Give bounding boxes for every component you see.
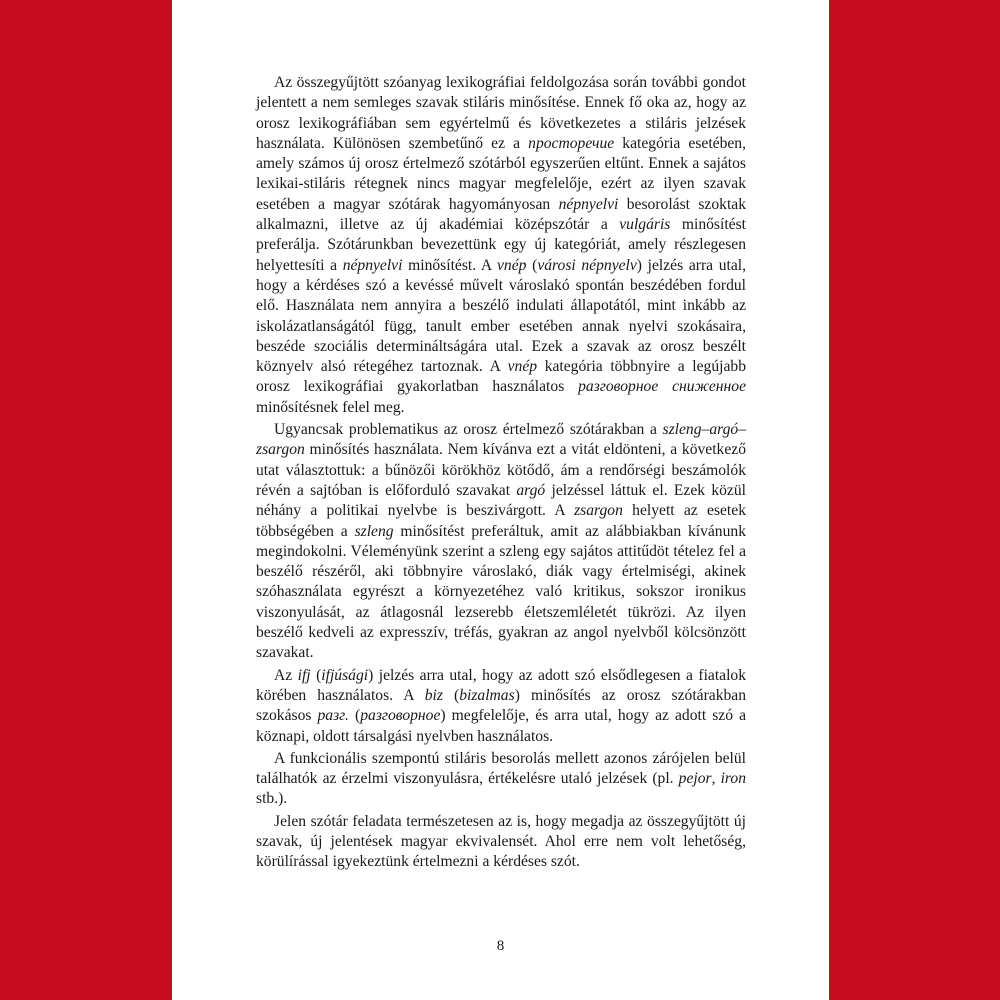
page-number: 8: [496, 938, 505, 954]
body-text: [256, 73, 746, 875]
paragraph-equivalents: Jelen szótár feladata természetesen az is, hogy megadja az összegyűjtött új szavak, új jelentések magyar ekvivalensét. Ahol erre nem volt lehetőség, körülírással igyekeztünk értelmezni a kérdéses szót.: [256, 812, 746, 871]
paragraph-slang-argot: Ugyancsak problematikus az orosz értelmező szótárakban a szleng–argó–zsargon minősítés használata. Nem kívánva ezt a vitát eldönteni, a következő utat választottuk: a bűnözői körökhöz kötődő, ám a rendőrségi beszámolók révén a sajtóban is előforduló szavakat argó jelzéssel láttuk el. Ezek közül néhány a politikai nyelvbe is beszivárgott. A zsargon helyett az esetek többségében a szleng minősítést preferáltuk, amit az alábbiakban kívánunk megindokolni. Véleményünk szerint a szleng egy sajátos attitűdöt tételez fel a beszélő részéről, aki többnyire városlakó, diák vagy értelmiségi, akinek szóhasználata egyrészt a környezetéhez való kritikus, sokszor ironikus viszonyulását, az átlagosnál lezserebb életszemléletét tükrözi. Az ilyen beszélő kedveli az expresszív, tréfás, gyakran az angol nyelvből kölcsönzött szavakat.: [256, 421, 746, 662]
paragraph-youth-colloquial: Az ifj (ifjúsági) jelzés arra utal, hogy az adott szó elsődlegesen a fiatalok körében használatos. A biz (bizalmas) minősítés az orosz szótárakban szokásos разг. (разговорное) megfelelője, és arra utal, hogy az adott szó a köznapi, oldott társalgási nyelvben használatos.: [256, 666, 747, 745]
book-page: [172, 0, 829, 1000]
paragraph-emotional-labels: A funkcionális szempontú stiláris besorolás mellett azonos zárójelen belül találhatók az érzelmi viszonyulásra, értékelésre utaló jelzések (pl. pejor, iron stb.).: [256, 749, 746, 808]
paragraph-stylistic-labels: Az összegyűjtött szóanyag lexikográfiai feldolgozása során további gondot jelentett a nem semleges szavak stiláris minősítése. Ennek fő oka az, hogy az orosz lexikográfiában sem egyértelmű és következetes a stiláris jelzések használata. Különösen szembetűnő ez a просторечие kategória esetében, amely számos új orosz értelmező szótárból egyszerűen eltűnt. Ennek a sajátos lexikai-stiláris rétegnek nincs magyar megfelelője, ezért az ilyen szavak esetében a magyar szótárak hagyományosan népnyelvi besorolást szoktak alkalmazni, illetve az új akadémiai középszótár a vulgáris minősítést preferálja. Szótárunkban bevezettünk egy új kategóriát, amely részlegesen helyettesíti a népnyelvi minősítést. A vnép (városi népnyelv) jelzés arra utal, hogy a kérdéses szó a kevéssé művelt városlakó spontán beszédében fordul elő. Használata nem annyira a beszélő indulati állapotától, mint inkább az iskolázatlanságától függ, tanult ember esetében annak nyelvi szokásaira, beszéde szociális determináltságára utal. Ezek a szavak az orosz beszélt köznyelv alsó rétegéhez tartoznak. A vnép kategória többnyire a legújabb orosz lexikográfiai gyakorlatban használatos разговорное сниженное minősítésnek felel meg.: [256, 74, 747, 416]
